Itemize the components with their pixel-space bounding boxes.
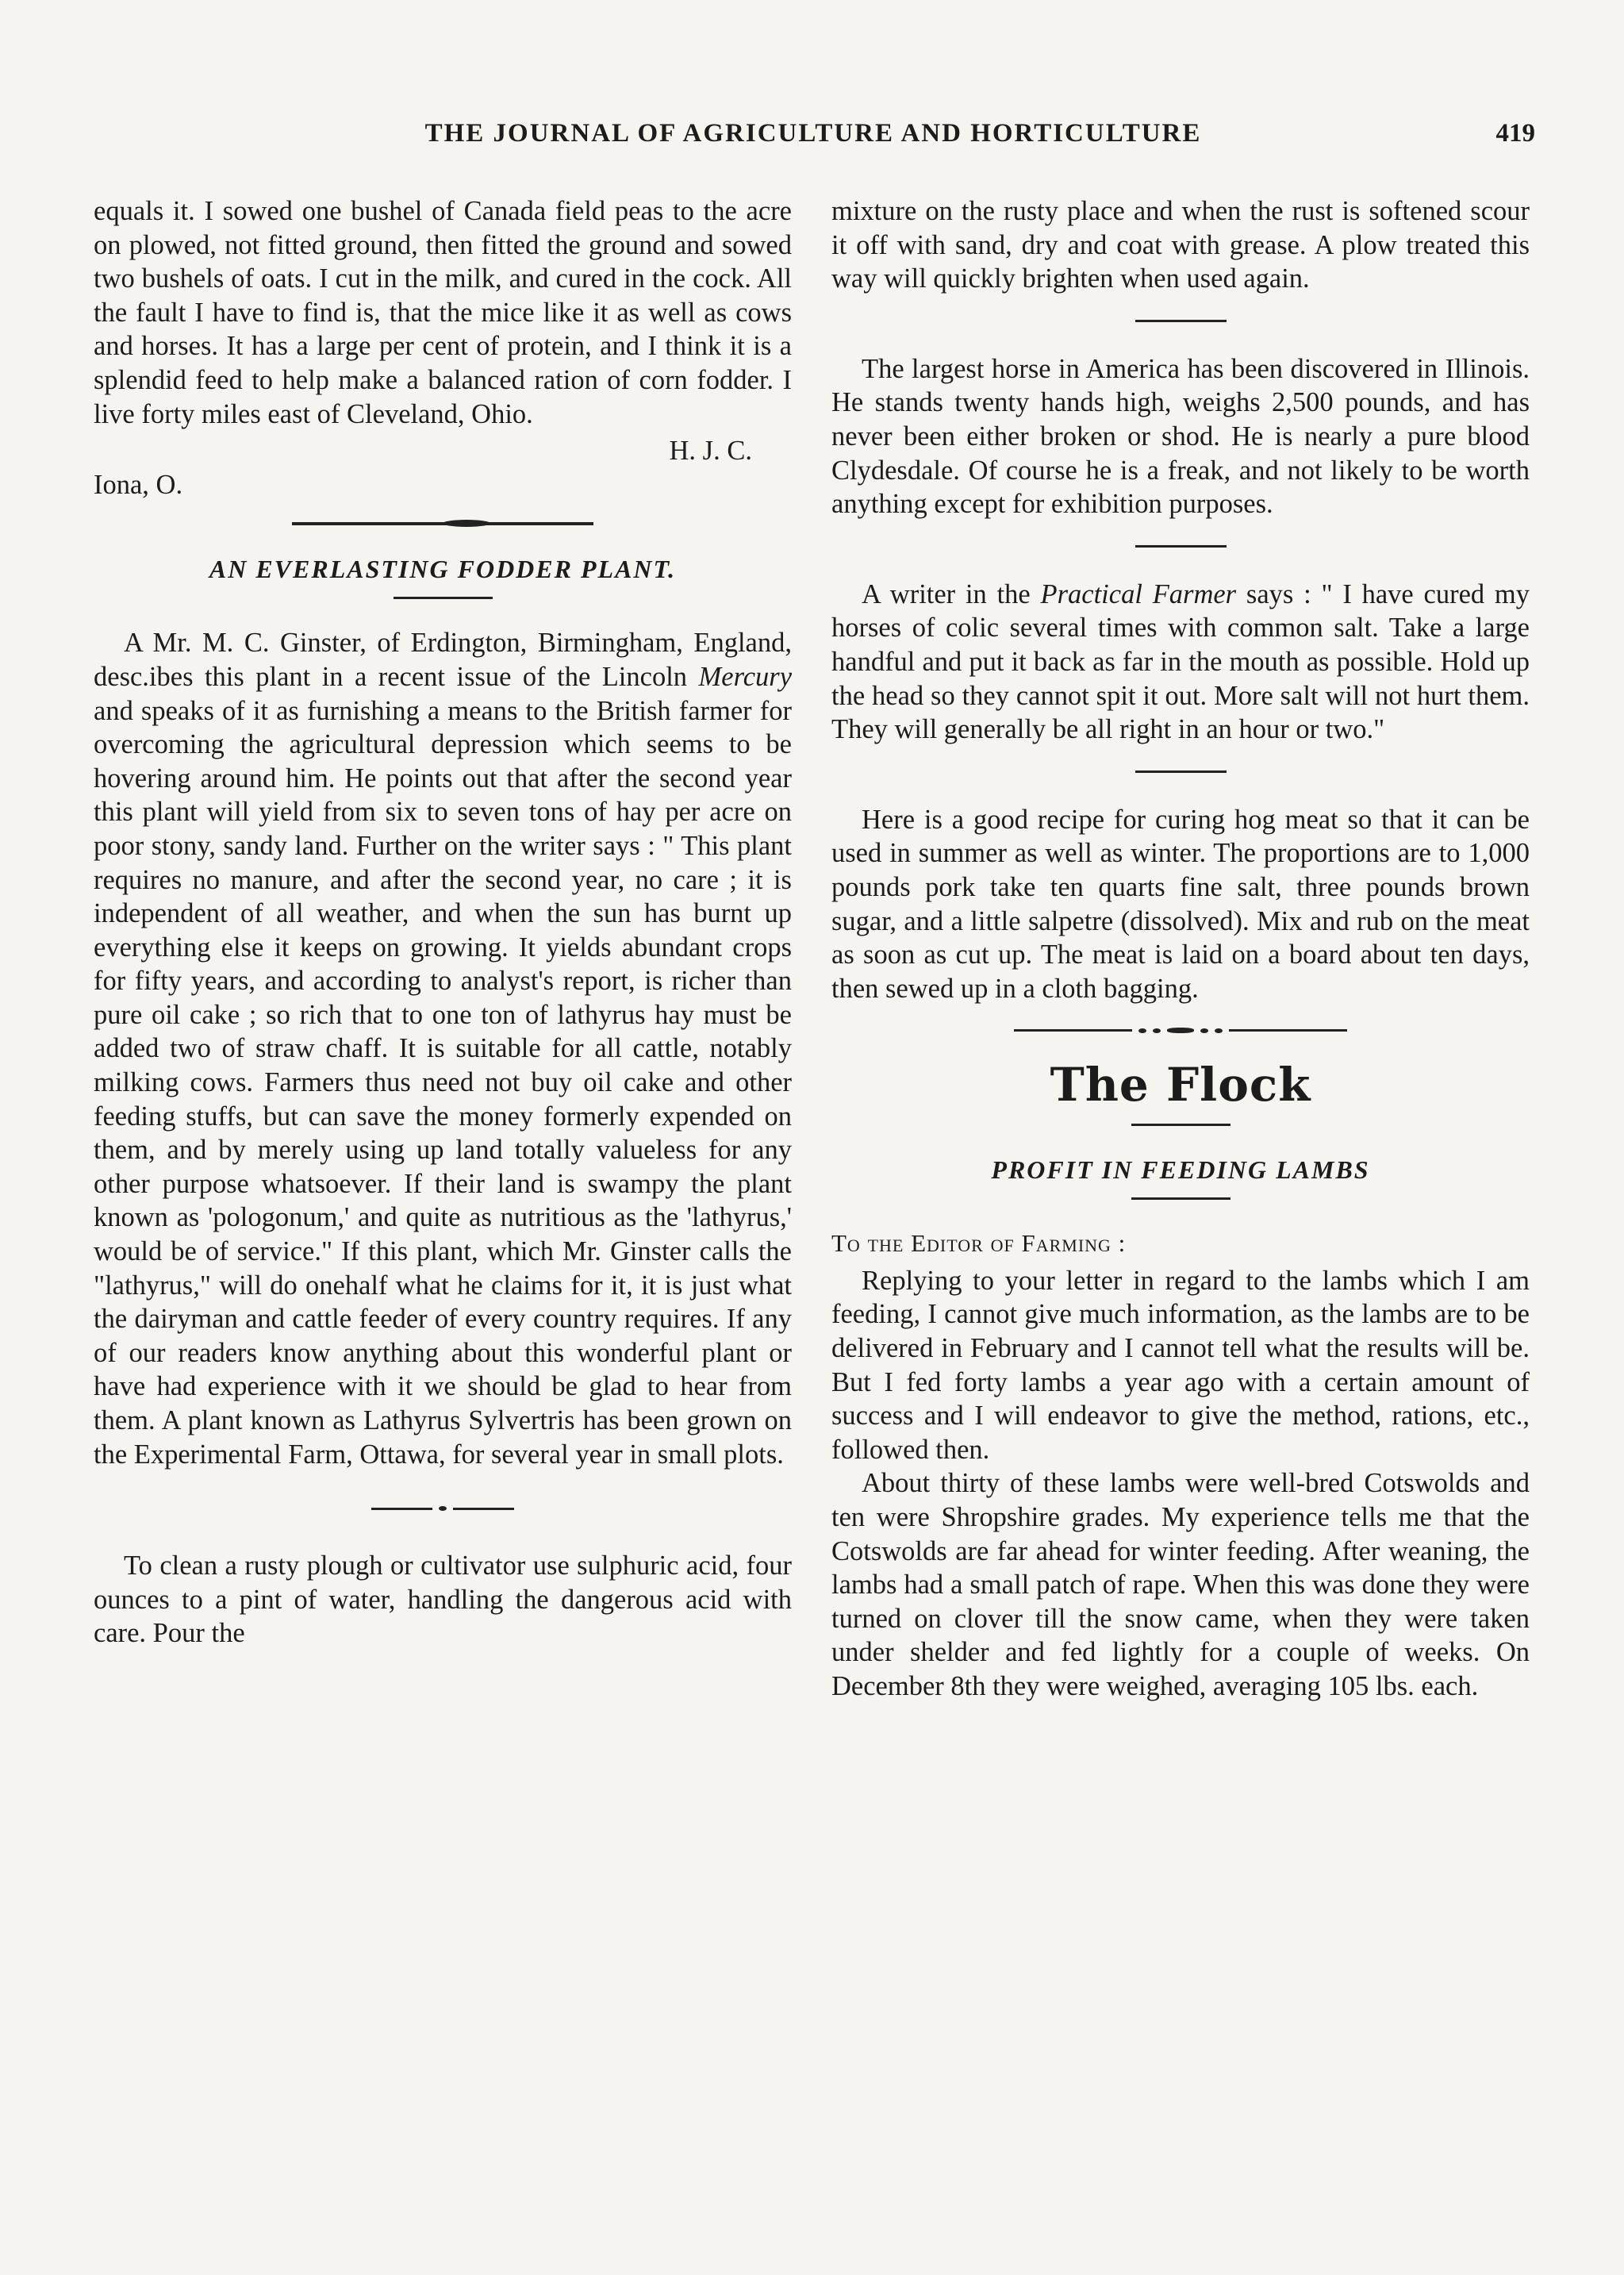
article-title-fodder: AN EVERLASTING FODDER PLANT. — [209, 555, 677, 584]
article-body-fodder — [94, 626, 792, 1471]
fodder-text-1: A Mr. M. C. Ginster, of Erdington, Birmingham, England, desc.ibes this plant in a recent issue of the Lincoln — [94, 628, 792, 692]
letter-place: Iona, O. — [94, 469, 183, 500]
fodder-text-2: and speaks of it as furnishing a means to the British farmer for overcoming the agricultural depression which seems to be hovering around him. He points out that after the second year this plant will yield from six to seven tons of hay per acre on poor stony, sandy land. Further on the writer says : " This plant requires no manure, and after the second year, no care ; it is independent of all weather, and when the sun has burnt up everything else it keeps on growing. It yields abundant crops for fifty years, and according to analyst's report, is richer than pure oil cake ; so rich that to one ton of lathyrus hay must be added two of straw chaff. It is suitable for all cattle, notably milking cows. Farmers thus need not buy oil cake and other feeding stuffs, but can save the money formerly expended on them, and by merely using up land totally valueless for any other purpose whatsoever. If their land is swampy the plant known as 'pologonum,' and quite as nutritious as the 'lathyrus,' would be of service." If this plant, which Mr. Ginster calls the "lathyrus," will do onehalf what he claims for it, it is just what the dairyman and cattle feeder of every country requires. If any of our readers know anything about this wonderful plant or have had experience with it we should be glad to hear from them. A plant known as Lathyrus Sylvertris has been grown on the Experimental Farm, Ottawa, for several year in small plots. — [94, 695, 792, 1470]
letter-continuation: equals it. I sowed one bushel of Canada field peas to the acre on plowed, not fitted ground, then fitted the ground and sowed two bushels of oats. I cut in the milk, and cured in the cock. All the fault I have to find is, that the mice like it as well as cows and horses. It has a large per cent of protein, and I think it is a splendid feed to help make a balanced ration of corn fodder. I live forty miles east of Cleveland, Ohio. — [94, 196, 792, 429]
right-column — [831, 194, 1530, 1704]
running-head: THE JOURNAL OF AGRICULTURE AND HORTICULTURE — [424, 119, 1202, 148]
article-body-hog: Here is a good recipe for curing hog meat so that it can be used in summer as well as winter. The proportions are to 1,000 pounds pork take ten quarts fine salt, three pounds brown sugar, and a little salpetre (dissolved). Mix and rub on the meat as soon as cut up. The meat is laid on a board about ten days, then sewed up in a cloth bagging. — [831, 804, 1530, 1004]
ornamental-divider — [371, 1506, 514, 1511]
article-body-plough: To clean a rusty plough or cultivator use sulphuric acid, four ounces to a pint of water, handling the dangerous acid with care. Pour the — [94, 1551, 792, 1649]
page-header — [91, 117, 1535, 157]
plough-continuation: mixture on the rusty place and when the rust is softened scour it off with sand, dry and coat with grease. A plow treated this way will quickly brighten when used again. — [831, 196, 1530, 294]
section-divider — [1135, 320, 1227, 322]
article-body-horse: The largest horse in America has been discovered in Illinois. He stands twenty hands high, weighs 2,500 pounds, and has never been either broken or shod. He is nearly a pure blood Clydesdale. Of course he is a freak, and not likely to be worth anything except for exhibition purposes. — [831, 353, 1530, 520]
article-body-lambs-2: About thirty of these lambs were well-bred Cotswolds and ten were Shropshire grades. My experience tells me that the Cotswolds are far ahead for winter feeding. After weaning, the lambs had a small patch of rape. When this was done they were turned on clover till the snow came, when they were taken under shelder and fed lightly for a couple of weeks. On December 8th they were weighed, averaging 105 lbs. each. — [831, 1468, 1530, 1701]
letter-salutation: To the Editor of Farming : — [831, 1229, 1127, 1258]
heading-underline — [1131, 1124, 1230, 1126]
department-heading: The Flock — [1050, 1058, 1311, 1113]
article-body-colic — [831, 578, 1530, 747]
page-number: 419 — [1495, 119, 1535, 148]
title-underline — [1131, 1197, 1230, 1200]
section-divider — [1135, 545, 1227, 548]
section-divider — [1135, 771, 1227, 773]
letter-signature: H. J. C. — [669, 436, 752, 467]
section-divider — [292, 522, 593, 525]
source-name: Practical Farmer — [1040, 578, 1237, 609]
colic-text-1: A writer in the — [862, 578, 1031, 609]
colic-text-2: says : " I have cured my horses of colic several times with common salt. Take a large handful and put it back as far in the mouth as possible. Hold up the head so they cannot spit it out. More salt will not hurt them. They will generally be all right in an hour or two." — [831, 578, 1530, 745]
article-title-lambs: PROFIT IN FEEDING LAMBS — [991, 1155, 1370, 1185]
left-column — [94, 194, 792, 1651]
article-body-lambs-1: Replying to your letter in regard to the lambs which I am feeding, I cannot give much information, as the lambs are to be delivered in February and I cannot tell what the results will be. But I fed forty lambs a year ago with a certain amount of success and I will endeavor to give the method, rations, etc., followed then. — [831, 1265, 1530, 1465]
newspaper-name: Mercury — [698, 661, 793, 692]
ornamental-divider — [1014, 1028, 1347, 1033]
title-underline — [394, 597, 493, 599]
